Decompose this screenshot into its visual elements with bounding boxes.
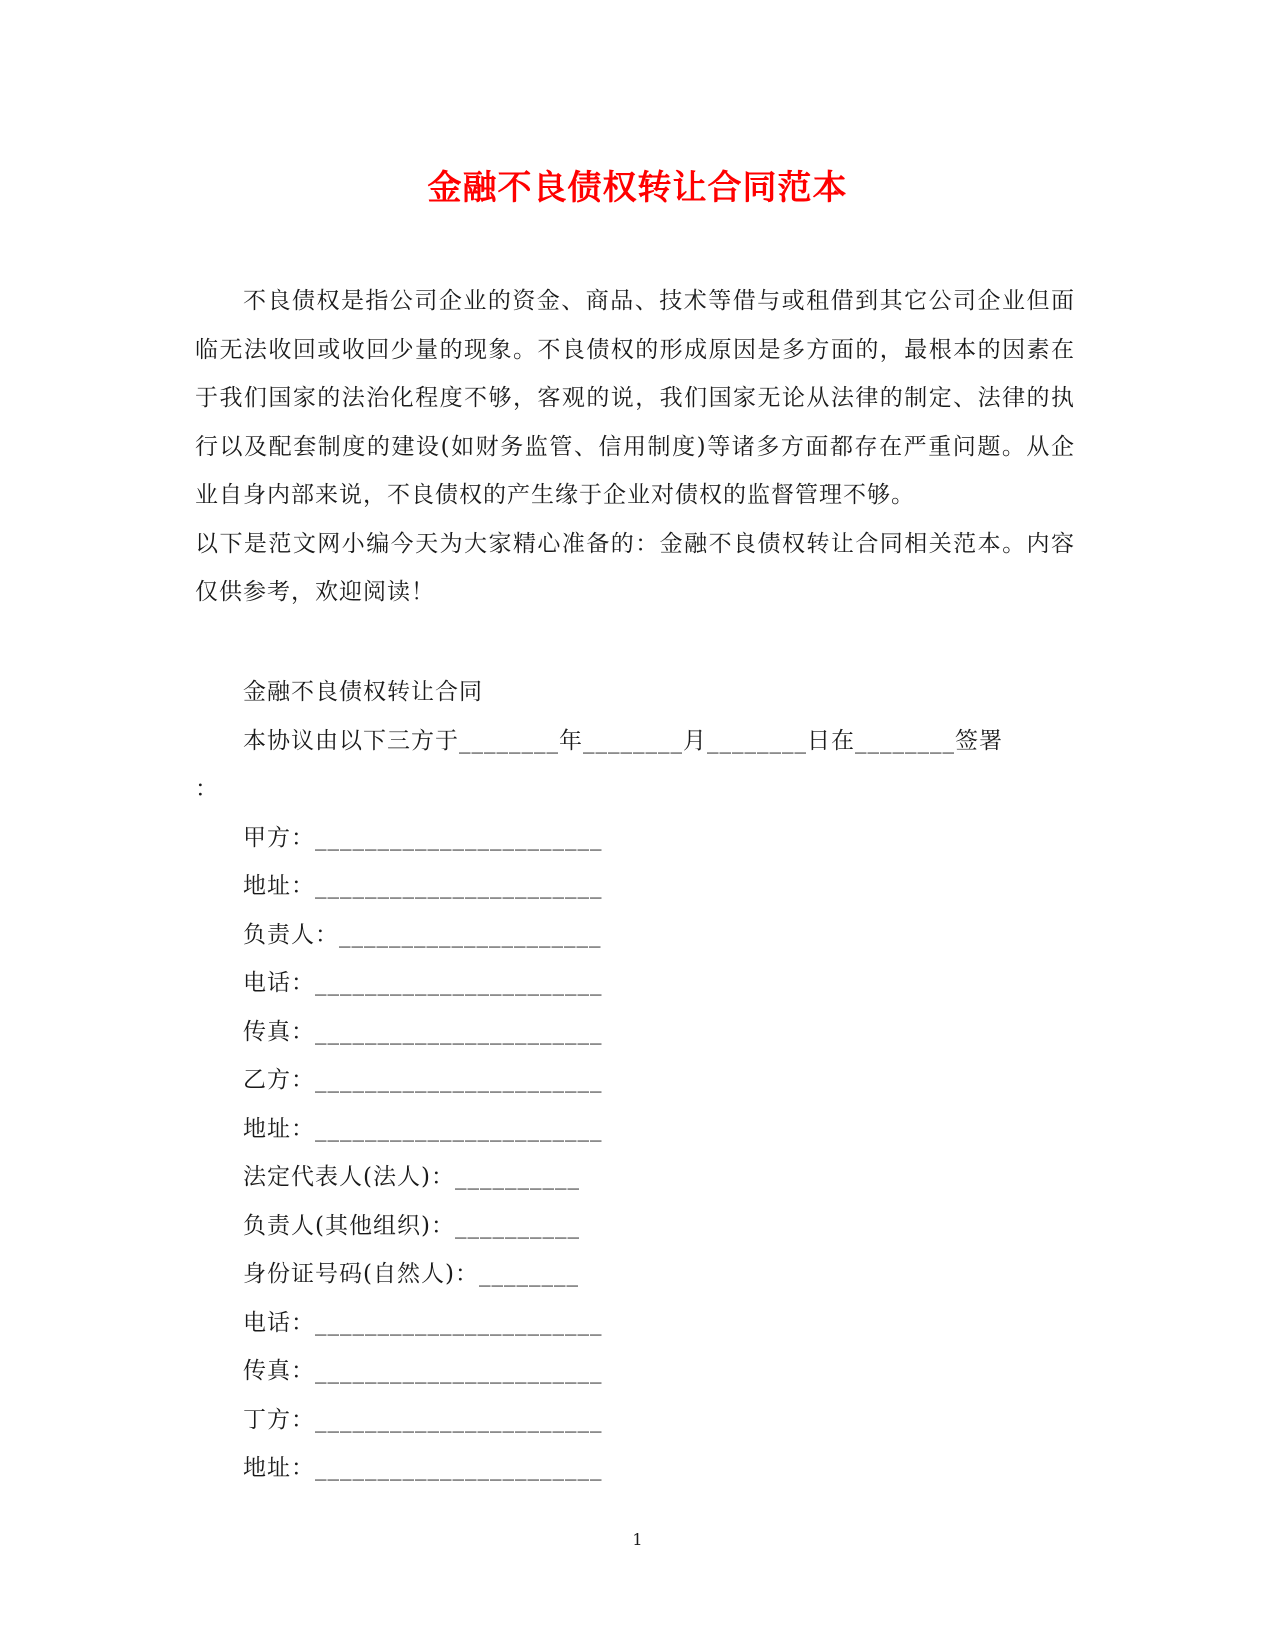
field-responsible-person-other: 负责人(其他组织)：__________ xyxy=(243,1212,580,1239)
field-phone-b: 电话：_______________________ xyxy=(243,1309,603,1336)
field-fax-b: 传真：_______________________ xyxy=(243,1358,603,1384)
field-party-a: 甲方：_______________________ xyxy=(243,824,603,851)
intro-note-paragraph: 以下是范文网小编今天为大家精心准备的：金融不良债权转让合同相关范本。内容仅供参考，欢迎阅读！ xyxy=(195,530,1075,605)
field-fax-a: 传真：_______________________ xyxy=(243,1018,603,1045)
document-title: 金融不良债权转让合同范本 xyxy=(427,168,848,208)
field-responsible-person-a: 负责人：_____________________ xyxy=(243,921,602,948)
intro-paragraph: 不良债权是指公司企业的资金、商品、技术等借与或租借到其它公司企业但面临无法收回或收回少量的现象。不良债权的形成原因是多方面的，最根本的因素在于我们国家的法治化程度不够，客观的说，我们国家无论从法律的制定、法律的执行以及配套制度的建设(如财务监管、信用制度)等诸多方面都存在严重问题。从企业自身内部来说，不良债权的产生缘于企业对债权的监督管理不够。 xyxy=(195,288,1075,508)
field-address-b: 地址：_______________________ xyxy=(243,1115,603,1142)
field-party-b: 乙方：_______________________ xyxy=(243,1067,603,1093)
agreement-line-end: ： xyxy=(195,776,219,802)
field-id-number: 身份证号码(自然人)：________ xyxy=(243,1261,579,1287)
field-phone-a: 电话：_______________________ xyxy=(243,970,603,996)
contract-heading: 金融不良债权转让合同 xyxy=(243,679,483,705)
field-legal-representative: 法定代表人(法人)：__________ xyxy=(243,1164,580,1190)
page-number: 1 xyxy=(632,1530,643,1549)
field-address-d: 地址：_______________________ xyxy=(243,1455,603,1481)
contract-section xyxy=(195,668,1075,1493)
intro-section xyxy=(195,277,1075,617)
field-party-d: 丁方：_______________________ xyxy=(243,1406,603,1433)
field-address-a: 地址：_______________________ xyxy=(243,873,603,899)
agreement-line: 本协议由以下三方于________年________月________日在________签署 xyxy=(243,727,1003,754)
